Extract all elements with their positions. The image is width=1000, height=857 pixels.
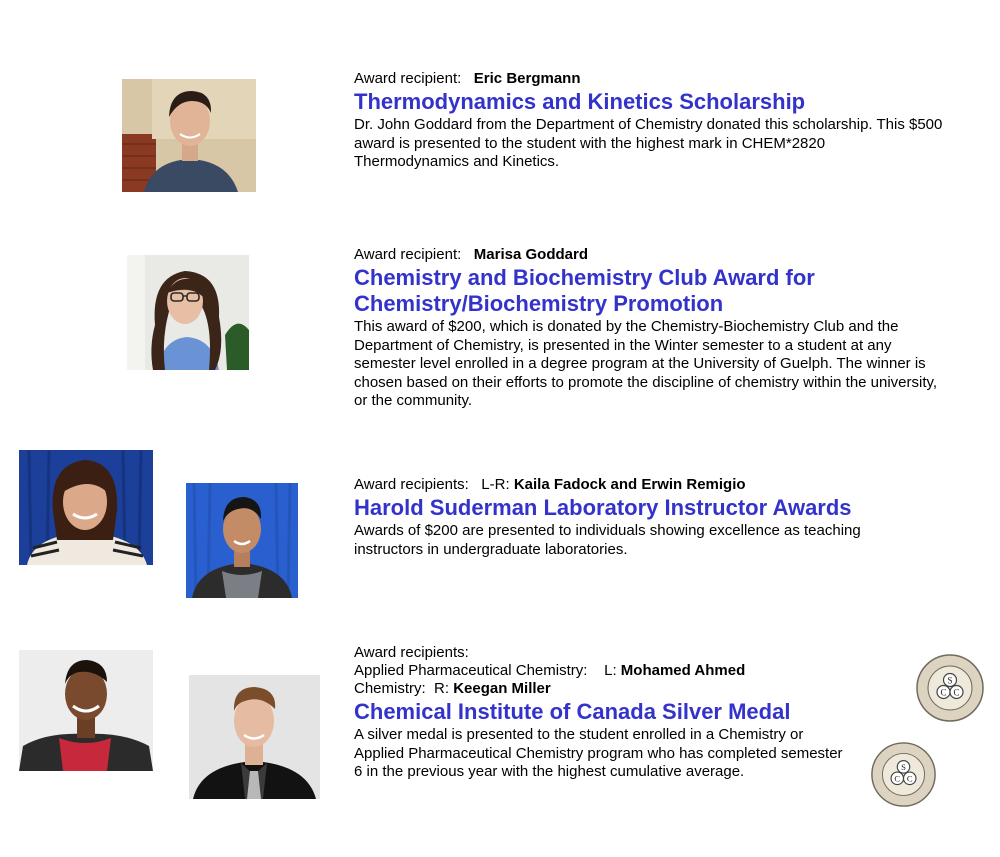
award-recipient-line — [354, 246, 954, 264]
award-suderman — [354, 476, 954, 559]
recipient-prefix: L-R: — [481, 476, 510, 493]
recipient-name: Mohamed Ahmed — [620, 662, 746, 679]
csc-seal-logo — [915, 653, 985, 723]
award-recipient-line — [354, 662, 954, 680]
award-description: Dr. John Goddard from the Department of Chemistry donated this scholarship. This $500 award is presented to the student with the highest mark in CHEM*2820 Thermodynamics and Kinetics. — [354, 116, 943, 170]
award-description: This award of $200, which is donated by the Chemistry-Biochemistry Club and the Department of Chemistry, is presented in the Winter semester to a student at any semester level enrolled in a degree program at the University of Guelph. The winner is chosen based on their efforts to promote the discipline of chemistry within the university, or the community. — [354, 318, 938, 409]
seal-letter: S — [901, 762, 906, 773]
recipient-program: Chemistry: — [354, 680, 426, 697]
photo-erwin-remigio — [186, 483, 298, 598]
recipient-label: Award recipient: — [354, 246, 462, 263]
award-description: A silver medal is presented to the student enrolled in a Chemistry or Applied Pharmaceutical Chemistry program who has completed semester 6 in the previous year with the highest cumulative average. — [354, 726, 843, 780]
recipient-prefix: R: — [434, 680, 450, 697]
seal-letter: C — [953, 687, 960, 698]
recipient-name: Eric Bergmann — [473, 70, 581, 87]
seal-letter: C — [940, 687, 947, 698]
award-title-line: Chemistry and Biochemistry Club Award for — [354, 265, 815, 290]
photo-eric-bergmann — [122, 79, 256, 192]
recipient-program: Applied Pharmaceutical Chemistry: — [354, 662, 588, 679]
photo-kaila-fadock — [19, 450, 153, 565]
photo-keegan-miller — [189, 675, 320, 799]
award-title: Chemical Institute of Canada Silver Medal — [354, 699, 791, 724]
award-description: Awards of $200 are presented to individuals showing excellence as teaching instructors in undergraduate laboratories. — [354, 522, 861, 558]
award-club — [354, 246, 954, 411]
recipient-prefix: L: — [604, 662, 617, 679]
award-title-line: Chemistry/Biochemistry Promotion — [354, 291, 724, 316]
award-recipient-line — [354, 476, 954, 494]
csc-seal-logo — [870, 741, 937, 808]
recipient-name: Kaila Fadock and Erwin Remigio — [513, 476, 746, 493]
photo-mohamed-ahmed — [19, 650, 153, 771]
seal-letter: C — [894, 773, 901, 784]
award-thermodynamics — [354, 70, 954, 172]
photo-marisa-goddard — [127, 255, 249, 370]
recipient-label: Award recipients: — [354, 476, 469, 493]
award-silver-medal — [354, 644, 954, 782]
award-title — [354, 265, 954, 317]
seal-letter: C — [906, 773, 913, 784]
recipient-label: Award recipient: — [354, 70, 462, 87]
seal-letter: S — [947, 675, 953, 686]
award-title: Harold Suderman Laboratory Instructor Awards — [354, 495, 852, 520]
award-title: Thermodynamics and Kinetics Scholarship — [354, 89, 806, 114]
award-recipient-line — [354, 680, 954, 698]
award-recipient-line — [354, 70, 954, 88]
recipient-name: Marisa Goddard — [473, 246, 588, 263]
recipient-name: Keegan Miller — [453, 680, 551, 697]
award-recipient-label: Award recipients: — [354, 644, 469, 661]
